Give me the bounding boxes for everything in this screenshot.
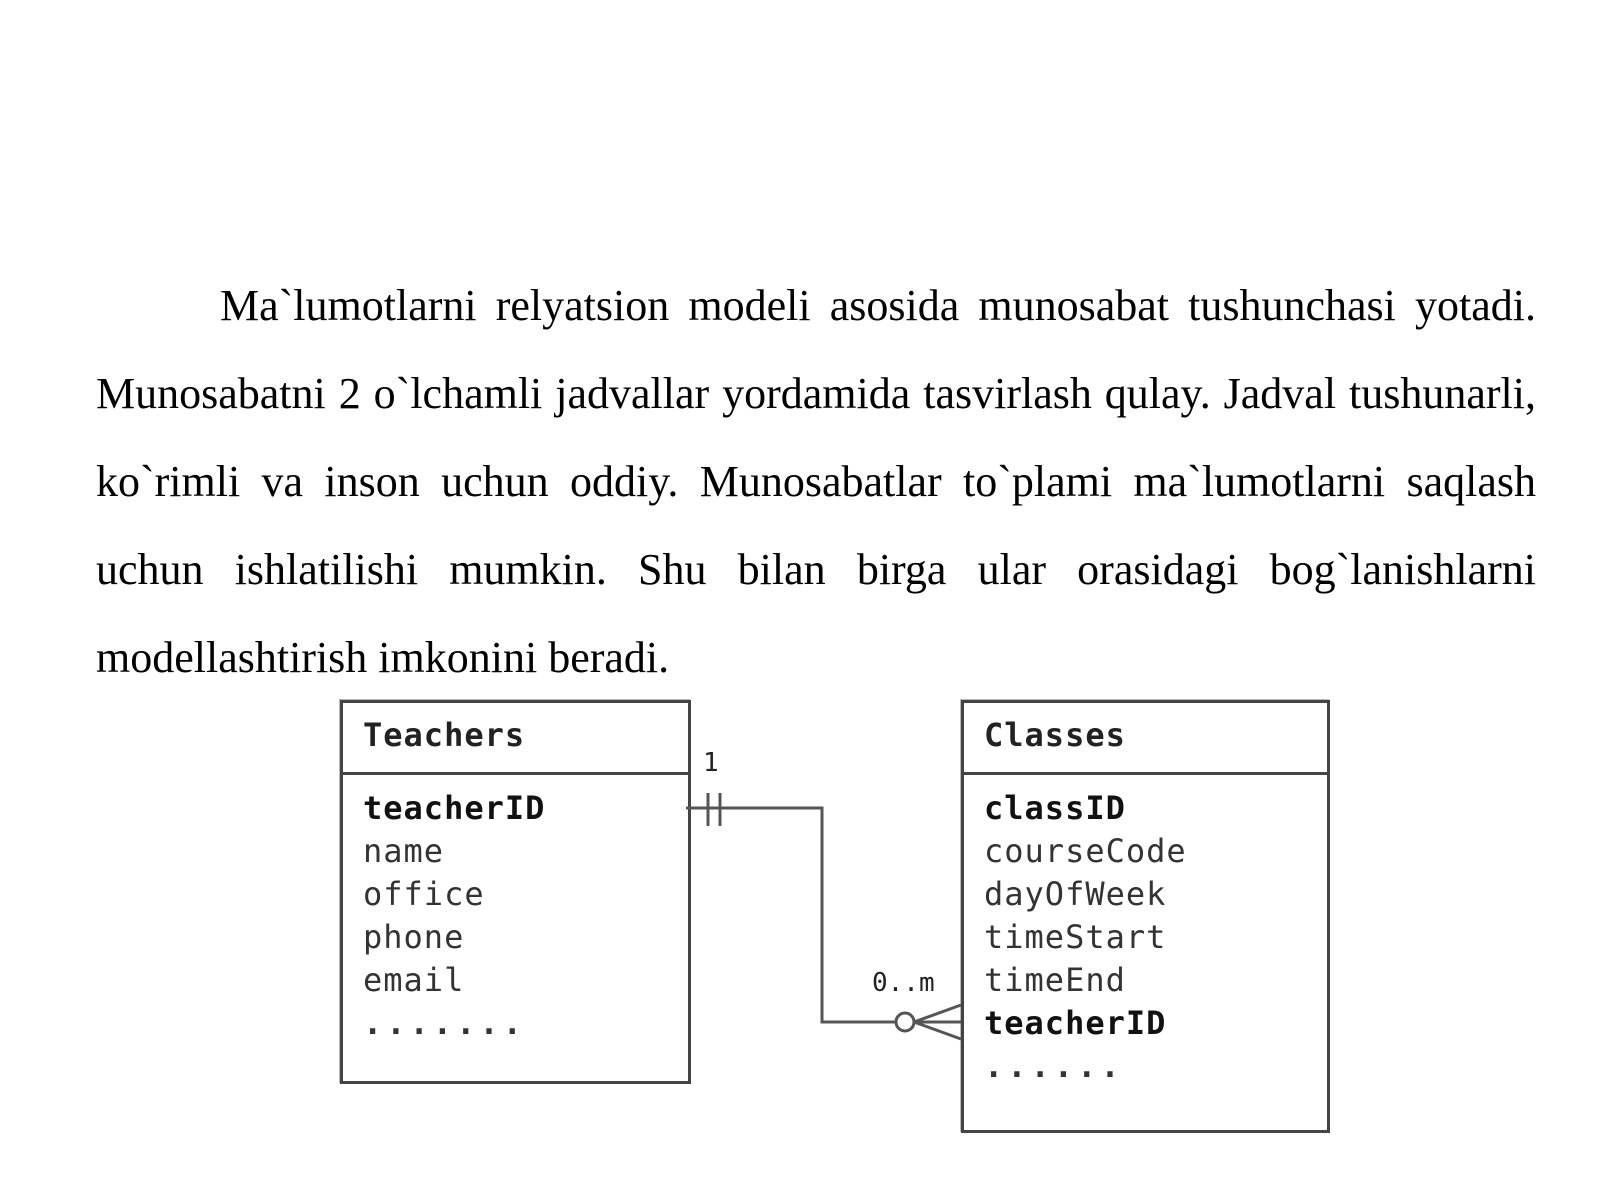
crows-foot-upper — [914, 1005, 961, 1022]
teachers-field-name: name — [363, 832, 445, 870]
teachers-field-teacher-id: teacherID — [363, 789, 546, 827]
classes-field-ellipsis: ...... — [984, 1047, 1124, 1085]
classes-field-course-code: courseCode — [984, 832, 1187, 870]
cardinality-one-label: 1 — [703, 748, 719, 778]
body-paragraph — [96, 262, 1536, 702]
classes-field-class-id: classID — [984, 789, 1126, 827]
paragraph-text: yotadi. Munosabatni 2 o`lchamli jadvallar yordamida tasvirlash qulay. Jadval tushunarli, ko`rimli va inson uchun oddiy. Munosabatlar to`plami ma`lumotlarni saqlash uchun ishlatilishi mumkin. Shu bilan birga ular orasidagi bog`lanishlarni modellashtirish imkonini beradi. — [96, 281, 1537, 682]
teachers-fields — [343, 775, 688, 1045]
classes-field-time-end: timeEnd — [984, 961, 1126, 999]
classes-field-teacher-id: teacherID — [984, 1004, 1167, 1042]
teachers-field-ellipsis: ....... — [363, 1004, 526, 1042]
zero-optional-circle — [896, 1013, 914, 1031]
crows-foot-lower — [914, 1022, 961, 1039]
teachers-field-office: office — [363, 875, 485, 913]
teachers-title: Teachers — [343, 703, 688, 775]
classes-field-time-start: timeStart — [984, 918, 1167, 956]
classes-entity — [961, 700, 1330, 1133]
teachers-entity — [340, 700, 691, 1084]
teachers-field-email: email — [363, 961, 465, 999]
paragraph-line-1: Ma`lumotlarni relyatsion modeli asosida munosabat tushunchasi — [220, 281, 1396, 330]
cardinality-many-label: 0..m — [872, 968, 935, 998]
teachers-field-phone: phone — [363, 918, 465, 956]
classes-field-day-of-week: dayOfWeek — [984, 875, 1167, 913]
classes-fields — [964, 775, 1327, 1088]
classes-title: Classes — [964, 703, 1327, 775]
